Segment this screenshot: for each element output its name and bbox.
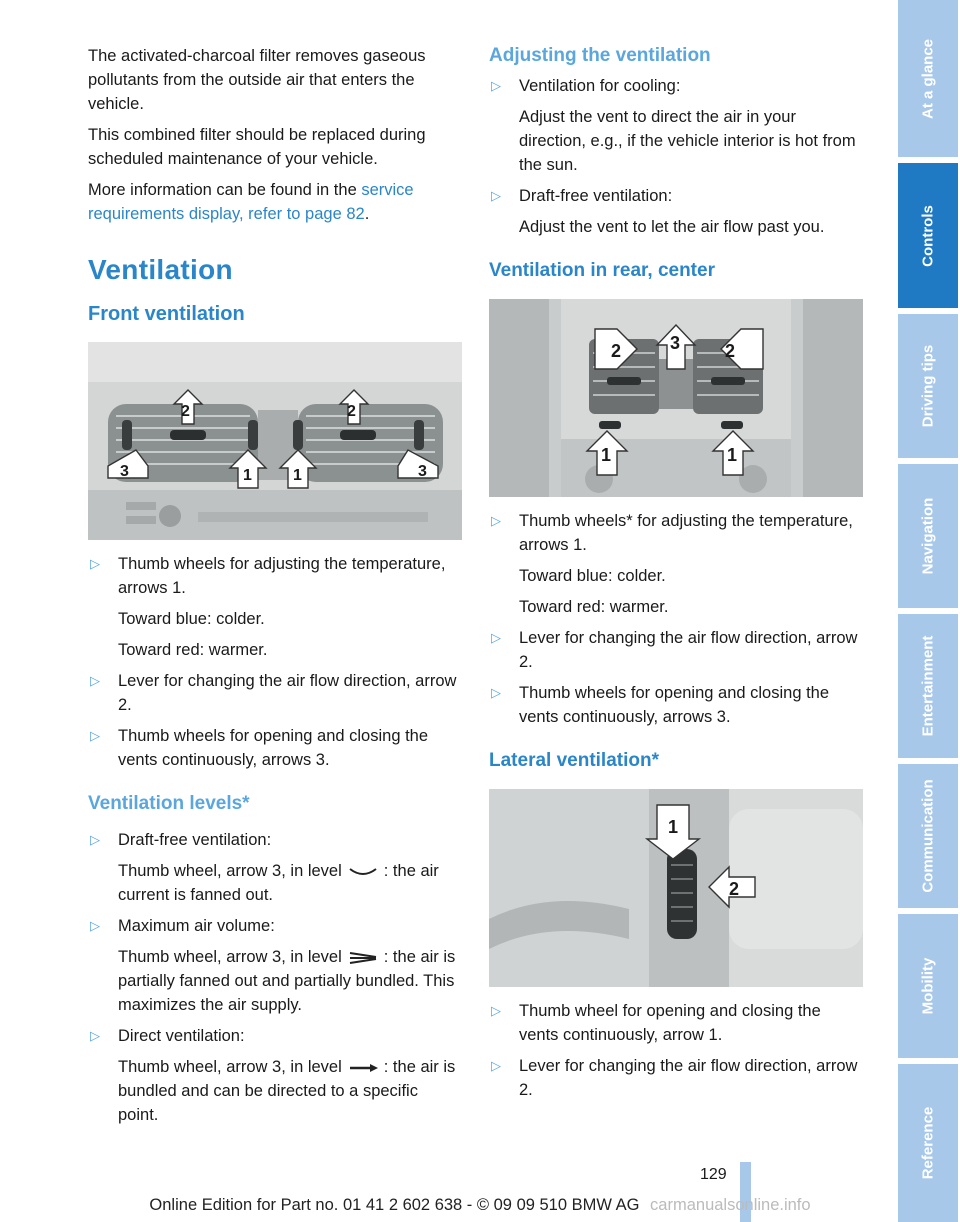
right-column <box>489 44 863 1109</box>
front-vent-illustration <box>88 342 462 540</box>
bullet-icon: ▷ <box>491 1003 501 1018</box>
tab-driving-tips[interactable] <box>898 314 958 458</box>
level-3 <box>88 1024 462 1048</box>
tab-at-a-glance[interactable] <box>898 0 958 157</box>
lateral-item-1-text: Thumb wheel for opening and closing the vents continuously, arrow 1. <box>519 1002 821 1044</box>
intro-paragraph-1: The activated-charcoal filter removes gaseous pollutants from the outside air that enters the vehicle. <box>88 47 426 113</box>
tab-label: Entertainment <box>919 635 937 737</box>
tab-label: Mobility <box>919 957 937 1015</box>
footer-text: Online Edition for Part no. 01 41 2 602 638 - © 09 09 510 BMW AG <box>149 1196 640 1214</box>
bundled-icon <box>346 1061 380 1075</box>
tab-label: Driving tips <box>919 344 937 428</box>
rear-vent-illustration <box>489 299 863 497</box>
level-3-post: : the air is bundled and can be directed to a specific point. <box>118 1058 456 1124</box>
tab-entertainment[interactable] <box>898 614 958 758</box>
fanned-out-icon <box>346 865 380 879</box>
front-item-2-text: Lever for changing the air flow direction, arrow 2. <box>118 672 457 714</box>
level-1 <box>88 828 462 852</box>
rear-item-3 <box>489 681 863 729</box>
front-item-2 <box>88 669 462 717</box>
bullet-icon: ▷ <box>491 1058 501 1073</box>
front-ventilation-heading: Front ventilation <box>88 303 245 325</box>
lateral-item-2-text: Lever for changing the air flow direction, arrow 2. <box>519 1057 858 1099</box>
adjust-item-1-title: Ventilation for cooling: <box>519 77 681 95</box>
bullet-icon: ▷ <box>90 1028 100 1043</box>
rear-label-2b: 2 <box>725 341 736 361</box>
ventilation-levels-heading: Ventilation levels* <box>88 793 250 814</box>
front-label-2a: 2 <box>181 403 190 420</box>
partial-icon <box>346 951 380 965</box>
level-1-title: Draft-free ventilation: <box>118 831 272 849</box>
intro-paragraph-2: This combined filter should be replaced during scheduled maintenance of your vehicle. <box>88 126 426 168</box>
level-1-pre: Thumb wheel, arrow 3, in level <box>118 862 342 880</box>
rear-ventilation-figure <box>489 299 863 497</box>
level-2-post: : the air is partially fanned out and partially bundled. This maximizes the air supply. <box>118 948 456 1014</box>
tab-label: At a glance <box>919 38 937 119</box>
level-3-title: Direct ventilation: <box>118 1027 245 1045</box>
front-label-1b: 1 <box>293 467 302 484</box>
level-3-pre: Thumb wheel, arrow 3, in level <box>118 1058 342 1076</box>
watermark: carmanualsonline.info <box>650 1196 811 1214</box>
left-column <box>88 44 462 1134</box>
adjusting-ventilation-heading: Adjusting the ventilation <box>489 45 711 66</box>
rear-item-1-sub-2: Toward red: warmer. <box>519 598 669 616</box>
level-2-title: Maximum air volume: <box>118 917 275 935</box>
front-label-3b: 3 <box>418 463 427 480</box>
level-2-desc <box>88 945 462 1017</box>
bullet-icon: ▷ <box>90 673 100 688</box>
front-label-2b: 2 <box>347 403 356 420</box>
rear-item-2-text: Lever for changing the air flow direction, arrow 2. <box>519 629 858 671</box>
footer <box>0 1196 960 1215</box>
tab-mobility[interactable] <box>898 914 958 1058</box>
rear-item-3-text: Thumb wheels for opening and closing the vents continuously, arrows 3. <box>519 684 830 726</box>
more-info-suffix: . <box>364 205 370 223</box>
more-info-paragraph <box>88 178 462 226</box>
bullet-icon: ▷ <box>491 630 501 645</box>
tab-navigation[interactable] <box>898 464 958 608</box>
bullet-icon: ▷ <box>491 513 501 528</box>
bullet-icon: ▷ <box>491 78 501 93</box>
rear-label-3: 3 <box>670 333 681 353</box>
front-item-1-sub-2: Toward red: warmer. <box>118 641 268 659</box>
level-3-desc <box>88 1055 462 1127</box>
bullet-icon: ▷ <box>90 918 100 933</box>
bullet-icon: ▷ <box>491 188 501 203</box>
rear-item-1-sub-1: Toward blue: colder. <box>519 567 666 585</box>
rear-item-2 <box>489 626 863 674</box>
front-item-1-sub-1: Toward blue: colder. <box>118 610 265 628</box>
lateral-label-2: 2 <box>729 879 740 899</box>
tab-communication[interactable] <box>898 764 958 908</box>
tab-label: Navigation <box>919 497 937 575</box>
front-label-1a: 1 <box>243 467 252 484</box>
lateral-item-1 <box>489 999 863 1047</box>
level-1-post: : the air current is fanned out. <box>118 862 439 904</box>
page-number: 129 <box>700 1166 727 1183</box>
bullet-icon: ▷ <box>90 728 100 743</box>
adjust-item-2-sub: Adjust the vent to let the air flow past you. <box>519 218 825 236</box>
front-item-1-text: Thumb wheels for adjusting the temperature, arrows 1. <box>118 555 446 597</box>
lateral-item-2 <box>489 1054 863 1102</box>
level-2-pre: Thumb wheel, arrow 3, in level <box>118 948 342 966</box>
bullet-icon: ▷ <box>90 556 100 571</box>
adjust-item-1-sub: Adjust the vent to direct the air in your direction, e.g., if the vehicle interior is hot from the sun. <box>519 108 856 174</box>
lateral-ventilation-heading: Lateral ventilation* <box>489 750 659 771</box>
front-item-1 <box>88 552 462 600</box>
level-1-desc <box>88 859 462 907</box>
rear-item-1 <box>489 509 863 557</box>
tab-label: Controls <box>919 204 937 267</box>
bullet-icon: ▷ <box>491 685 501 700</box>
rear-label-1b: 1 <box>727 445 738 465</box>
rear-label-1a: 1 <box>601 445 612 465</box>
service-requirements-link[interactable]: service requirements display, refer to page 82 <box>88 181 414 223</box>
bullet-icon: ▷ <box>90 832 100 847</box>
front-item-3 <box>88 724 462 772</box>
tab-label: Communication <box>919 779 937 893</box>
more-info-prefix: More information can be found in the <box>88 181 362 199</box>
front-item-3-text: Thumb wheels for opening and closing the vents continuously, arrows 3. <box>118 727 429 769</box>
front-label-3a: 3 <box>120 463 129 480</box>
ventilation-heading: Ventilation <box>88 254 233 285</box>
lateral-label-1: 1 <box>668 817 679 837</box>
level-2 <box>88 914 462 938</box>
adjust-item-2-title: Draft-free ventilation: <box>519 187 673 205</box>
adjust-item-2 <box>489 184 863 208</box>
rear-ventilation-heading: Ventilation in rear, center <box>489 260 715 281</box>
adjust-item-1 <box>489 74 863 98</box>
rear-item-1-text: Thumb wheels* for adjusting the temperature, arrows 1. <box>519 512 853 554</box>
lateral-ventilation-figure <box>489 789 863 987</box>
tab-label: Reference <box>919 1106 937 1180</box>
front-ventilation-figure <box>88 342 462 540</box>
tab-controls[interactable] <box>898 163 958 308</box>
chapter-tabs <box>898 0 960 1222</box>
rear-label-2a: 2 <box>611 341 622 361</box>
